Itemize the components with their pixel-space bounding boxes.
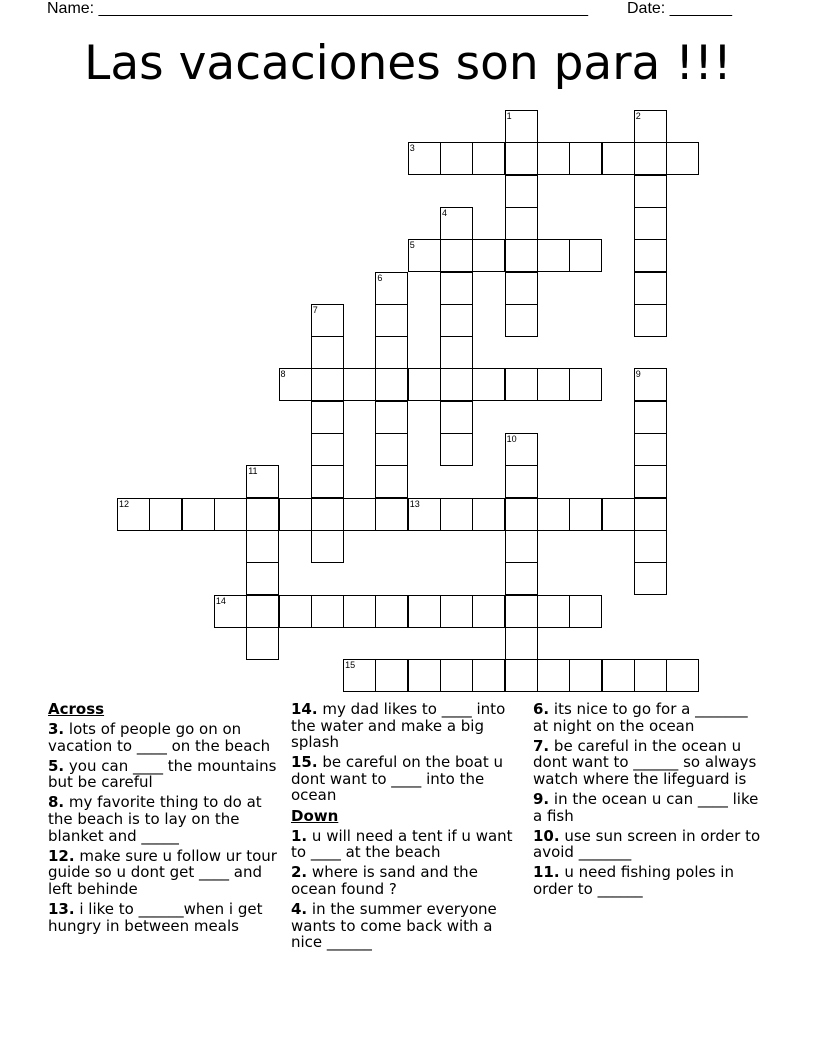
grid-cell[interactable] bbox=[408, 659, 441, 692]
grid-cell[interactable] bbox=[440, 239, 473, 272]
grid-cell[interactable] bbox=[602, 142, 635, 175]
grid-cell[interactable] bbox=[634, 433, 667, 466]
grid-cell[interactable] bbox=[505, 207, 538, 240]
grid-cell[interactable] bbox=[311, 595, 344, 628]
name-field-label: Name: _______________________________________________________ bbox=[47, 0, 588, 17]
grid-cell[interactable] bbox=[182, 498, 215, 531]
clue-down-4: 4. in the summer everyone wants to come back with a nice ______ bbox=[291, 900, 497, 952]
grid-cell[interactable] bbox=[602, 498, 635, 531]
clue-number: 12 bbox=[119, 498, 130, 509]
grid-cell[interactable] bbox=[375, 304, 408, 337]
clue-across-3: 3. lots of people go on on vacation to ____ on the beach bbox=[48, 720, 271, 755]
grid-cell[interactable] bbox=[375, 659, 408, 692]
grid-cell[interactable] bbox=[634, 562, 667, 595]
grid-cell[interactable] bbox=[505, 465, 538, 498]
clue-number: 5 bbox=[409, 240, 415, 251]
clue-across-15: 15. be careful on the boat u dont want to ____ into the ocean bbox=[291, 753, 503, 805]
grid-cell[interactable] bbox=[505, 142, 538, 175]
grid-cell[interactable] bbox=[505, 562, 538, 595]
clues-column-1 bbox=[48, 701, 280, 938]
grid-cell[interactable] bbox=[343, 659, 376, 692]
grid-cell[interactable] bbox=[246, 595, 279, 628]
grid-cell[interactable] bbox=[246, 465, 279, 498]
grid-cell[interactable] bbox=[634, 530, 667, 563]
grid-cell[interactable] bbox=[505, 659, 538, 692]
grid-cell[interactable] bbox=[472, 659, 505, 692]
grid-cell[interactable] bbox=[246, 627, 279, 660]
grid-cell[interactable] bbox=[569, 142, 602, 175]
clue-down-11: 11. u need fishing poles in order to ______ bbox=[533, 863, 734, 898]
grid-cell[interactable] bbox=[634, 401, 667, 434]
clue-across-5: 5. you can ____ the mountains but be careful bbox=[48, 756, 277, 792]
grid-cell[interactable] bbox=[440, 401, 473, 434]
grid-cell[interactable] bbox=[472, 368, 505, 401]
clue-number: 9 bbox=[635, 369, 641, 380]
clue-across-14: 14. my dad likes to ____ into the water and make a big splash bbox=[291, 700, 506, 752]
grid-cell[interactable] bbox=[505, 239, 538, 272]
grid-cell[interactable] bbox=[117, 498, 150, 531]
grid-cell[interactable] bbox=[472, 498, 505, 531]
grid-cell[interactable] bbox=[408, 239, 441, 272]
grid-cell[interactable] bbox=[408, 142, 441, 175]
grid-cell[interactable] bbox=[440, 304, 473, 337]
grid-cell[interactable] bbox=[440, 595, 473, 628]
grid-cell[interactable] bbox=[440, 659, 473, 692]
clue-down-10: 10. use sun screen in order to avoid _______ bbox=[533, 826, 761, 862]
grid-cell[interactable] bbox=[375, 433, 408, 466]
grid-cell[interactable] bbox=[311, 336, 344, 369]
clue-number: 6 bbox=[377, 272, 383, 283]
grid-cell[interactable] bbox=[505, 627, 538, 660]
grid-cell[interactable] bbox=[311, 368, 344, 401]
grid-cell[interactable] bbox=[375, 272, 408, 305]
grid-cell[interactable] bbox=[440, 433, 473, 466]
grid-cell[interactable] bbox=[246, 498, 279, 531]
grid-cell[interactable] bbox=[634, 498, 667, 531]
grid-cell[interactable] bbox=[279, 368, 312, 401]
clue-down-6: 6. its nice to go for a _______ at night on the ocean bbox=[533, 700, 748, 735]
grid-cell[interactable] bbox=[440, 498, 473, 531]
grid-cell[interactable] bbox=[569, 659, 602, 692]
grid-cell[interactable] bbox=[472, 595, 505, 628]
grid-cell[interactable] bbox=[505, 175, 538, 208]
clue-across-12: 12. make sure u follow ur tour guide so u dont get ____ and left behinde bbox=[48, 846, 277, 898]
grid-cell[interactable] bbox=[279, 595, 312, 628]
grid-cell[interactable] bbox=[537, 659, 570, 692]
grid-cell[interactable] bbox=[569, 239, 602, 272]
grid-cell[interactable] bbox=[311, 304, 344, 337]
clues-column-2 bbox=[291, 701, 523, 954]
grid-cell[interactable] bbox=[375, 465, 408, 498]
clue-number: 10 bbox=[506, 434, 517, 444]
grid-cell[interactable] bbox=[634, 368, 667, 401]
grid-cell[interactable] bbox=[440, 142, 473, 175]
grid-cell[interactable] bbox=[634, 239, 667, 272]
grid-cell[interactable] bbox=[569, 498, 602, 531]
grid-cell[interactable] bbox=[537, 595, 570, 628]
grid-cell[interactable] bbox=[246, 562, 279, 595]
grid-cell[interactable] bbox=[343, 368, 376, 401]
page-title: Las vacaciones son para !!! bbox=[84, 36, 732, 91]
grid-cell[interactable] bbox=[505, 368, 538, 401]
grid-cell[interactable] bbox=[149, 498, 182, 531]
grid-cell[interactable] bbox=[440, 368, 473, 401]
grid-cell[interactable] bbox=[279, 498, 312, 531]
clue-number: 11 bbox=[248, 466, 258, 477]
grid-cell[interactable] bbox=[311, 530, 344, 563]
clue-across-13: 13. i like to ______when i get hungry in between meals bbox=[48, 900, 263, 935]
grid-cell[interactable] bbox=[634, 110, 667, 143]
clue-number: 1 bbox=[506, 111, 512, 121]
clue-down-7: 7. be careful in the ocean u dont want to ______ so always watch where the lifeguard is bbox=[533, 736, 757, 788]
grid-cell[interactable] bbox=[569, 595, 602, 628]
grid-cell[interactable] bbox=[311, 433, 344, 466]
grid-cell[interactable] bbox=[537, 368, 570, 401]
grid-cell[interactable] bbox=[505, 110, 538, 143]
grid-cell[interactable] bbox=[472, 142, 505, 175]
grid-cell[interactable] bbox=[634, 304, 667, 337]
clues-column-3 bbox=[533, 701, 765, 901]
grid-cell[interactable] bbox=[602, 659, 635, 692]
grid-cell[interactable] bbox=[408, 595, 441, 628]
grid-cell[interactable] bbox=[505, 272, 538, 305]
grid-cell[interactable] bbox=[634, 272, 667, 305]
grid-cell[interactable] bbox=[375, 336, 408, 369]
clue-down-2: 2. where is sand and the ocean found ? bbox=[291, 863, 478, 898]
clue-down-1: 1. u will need a tent if u want to ____ at the beach bbox=[291, 826, 513, 862]
clue-number: 7 bbox=[312, 304, 318, 315]
grid-cell[interactable] bbox=[408, 498, 441, 531]
grid-cell[interactable] bbox=[246, 530, 279, 563]
grid-cell[interactable] bbox=[375, 401, 408, 434]
grid-cell[interactable] bbox=[472, 239, 505, 272]
clue-number: 4 bbox=[442, 207, 448, 218]
grid-cell[interactable] bbox=[311, 465, 344, 498]
grid-cell[interactable] bbox=[343, 595, 376, 628]
grid-cell[interactable] bbox=[505, 498, 538, 531]
grid-cell[interactable] bbox=[634, 659, 667, 692]
grid-cell[interactable] bbox=[311, 498, 344, 531]
grid-cell[interactable] bbox=[375, 498, 408, 531]
grid-cell[interactable] bbox=[634, 207, 667, 240]
down-heading: Down bbox=[291, 806, 339, 825]
clue-number: 3 bbox=[409, 143, 415, 154]
grid-cell[interactable] bbox=[408, 368, 441, 401]
clue-number: 13 bbox=[409, 498, 420, 509]
clue-number: 15 bbox=[345, 660, 356, 671]
grid-cell[interactable] bbox=[634, 142, 667, 175]
grid-cell[interactable] bbox=[440, 272, 473, 305]
clue-number: 2 bbox=[635, 111, 641, 121]
grid-cell[interactable] bbox=[634, 175, 667, 208]
grid-cell[interactable] bbox=[343, 498, 376, 531]
grid-cell[interactable] bbox=[505, 530, 538, 563]
grid-cell[interactable] bbox=[569, 368, 602, 401]
grid-cell[interactable] bbox=[537, 498, 570, 531]
grid-cell[interactable] bbox=[214, 595, 247, 628]
grid-cell[interactable] bbox=[440, 207, 473, 240]
clue-number: 8 bbox=[280, 369, 286, 380]
clue-down-9: 9. in the ocean u can ____ like a fish bbox=[533, 789, 759, 825]
grid-cell[interactable] bbox=[311, 401, 344, 434]
date-field-label: Date: _______ bbox=[627, 0, 732, 17]
clue-number: 14 bbox=[215, 595, 226, 606]
grid-cell[interactable] bbox=[666, 659, 699, 692]
grid-cell[interactable] bbox=[440, 336, 473, 369]
grid-cell[interactable] bbox=[666, 142, 699, 175]
grid-cell[interactable] bbox=[505, 304, 538, 337]
grid-cell[interactable] bbox=[634, 465, 667, 498]
grid-cell[interactable] bbox=[537, 239, 570, 272]
grid-cell[interactable] bbox=[505, 595, 538, 628]
grid-cell[interactable] bbox=[537, 142, 570, 175]
grid-cell[interactable] bbox=[505, 433, 538, 466]
grid-cell[interactable] bbox=[375, 368, 408, 401]
grid-cell[interactable] bbox=[214, 498, 247, 531]
grid-cell[interactable] bbox=[375, 595, 408, 628]
clue-across-8: 8. my favorite thing to do at the beach is to lay on the blanket and _____ bbox=[48, 793, 262, 845]
across-heading: Across bbox=[48, 700, 105, 718]
